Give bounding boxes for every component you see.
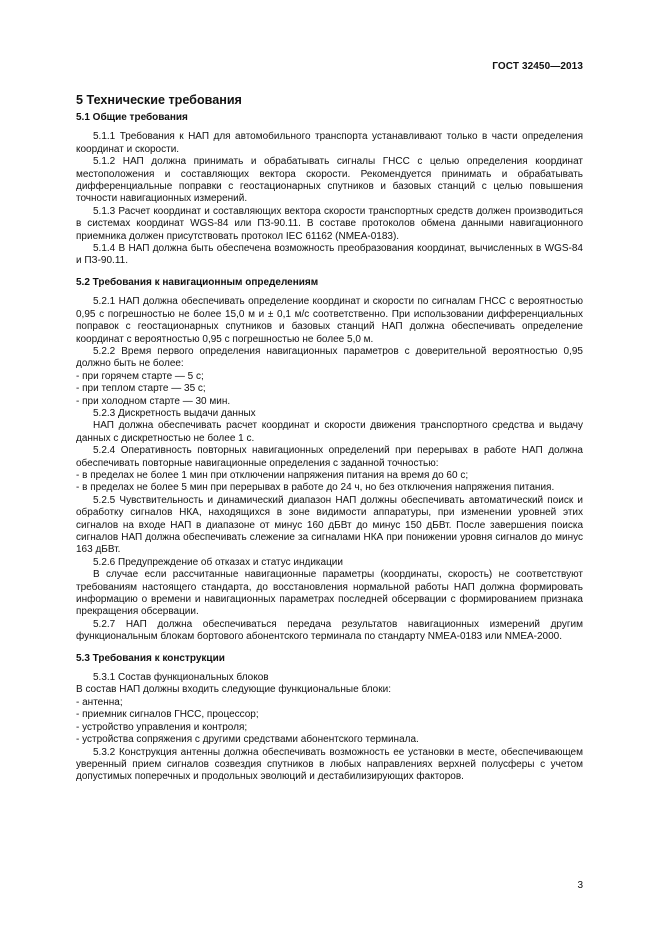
list-item: - при холодном старте — 30 мин. [76,395,231,407]
paragraph-5-2-4: 5.2.4 Оперативность повторных навигационных определений при перерывах в работе НАП должна обеспечивать повторные навигационные определения с заданной точностью: [76,445,583,469]
list-item: - в пределах не более 1 мин при отключении напряжения питания на время до 60 с; [76,469,469,481]
paragraph: НАП должна обеспечивать расчет координат и скорости движения транспортного средства и выдачу данных с дискретностью не более 1 с. [76,420,583,444]
paragraph-5-2-6: 5.2.6 Предупреждение об отказах и статус индикации [93,556,343,568]
paragraph: В случае если рассчитанные навигационные параметры (координаты, скорость) не соответствуют требованиям настоящего стандарта, до восстановления нормальной работы НАП должна формировать информацию о времени и навигационных параметрах последней обсервации с формированием признака прекращения обсервации. [76,569,583,618]
page-number: 3 [577,880,583,891]
paragraph-5-2-3: 5.2.3 Дискретность выдачи данных [93,407,256,419]
subsection-title-5-1: 5.1 Общие требования [76,112,188,123]
list-item: - устройство управления и контроля; [76,721,248,733]
list-item: - антенна; [76,696,123,708]
paragraph-5-1-2: 5.1.2 НАП должна принимать и обрабатывать сигналы ГНСС с целью определения координат местоположения и составляющих вектора скорости. Рекомендуется принимать и обрабатывать дифференциальные поправки с геостационарных спутников и базовых станций с целью повышения точности навигационных измерений. [76,156,583,205]
document-header-id: ГОСТ 32450—2013 [492,61,583,72]
list-item: - при теплом старте — 35 с; [76,383,206,395]
list-item: - при горячем старте — 5 с; [76,370,204,382]
section-title: 5 Технические требования [76,93,242,107]
paragraph-5-3-2: 5.3.2 Конструкция антенны должна обеспечивать возможность ее установки в месте, обеспечивающем уверенный прием сигналов созвездия спутников в любых направлениях верхней полусферы с учетом допустимых поперечных и продольных эволюций и дестабилизирующих факторов. [76,746,583,783]
paragraph-5-2-1: 5.2.1 НАП должна обеспечивать определение координат и скорости по сигналам ГНСС с вероятностью 0,95 с погрешностью не более 15,0 м и ± 0,1 м/с соответственно. При использовании дифференциальных поправок с геостационарных спутников и базовых станций НАП должна обеспечивать определение координат с вероятностью 0,95 с погрешностью не более 5,0 м. [76,296,583,345]
paragraph-5-2-5: 5.2.5 Чувствительность и динамический диапазон НАП должны обеспечивать автоматический поиск и обработку сигналов НКА, находящихся в зоне видимости аппаратуры, при изменении уровней этих сигналов на входе НАП в диапазоне от минус 160 дБВт до минус 150 дБВт. После завершения поиска сигналов НАП должна обеспечивать слежение за сигналами НКА при понижении уровня сигналов до минус 163 дБВт. [76,494,583,556]
page-content [76,93,583,784]
paragraph: В состав НАП должны входить следующие функциональные блоки: [76,684,391,696]
paragraph-5-3-1: 5.3.1 Состав функциональных блоков [93,672,269,684]
paragraph-5-2-7: 5.2.7 НАП должна обеспечиваться передача результатов навигационных измерений другим функциональным блокам бортового абонентского терминала по стандарту NMEA-0183 или NMEA-2000. [76,618,583,643]
paragraph-5-1-4: 5.1.4 В НАП должна быть обеспечена возможность преобразования координат, вычисленных в WGS-84 и ПЗ-90.11. [76,243,583,267]
subsection-title-5-2: 5.2 Требования к навигационным определениям [76,276,319,288]
subsection-title-5-3: 5.3 Требования к конструкции [76,652,225,664]
paragraph-5-1-3: 5.1.3 Расчет координат и составляющих вектора скорости транспортных средств должен производиться в системах координат WGS-84 или ПЗ-90.11. В составе протоколов обмена данными навигационного приемника должен присутствовать протокол IEC 61162 (NMEA-0183). [76,205,583,242]
list-item: - приемник сигналов ГНСС, процессор; [76,709,259,721]
list-item: - устройства сопряжения с другими средствами абонентского терминала. [76,734,419,746]
paragraph-5-2-2: 5.2.2 Время первого определения навигационных параметров с доверительной вероятностью 0,95 должно быть не более: [76,345,583,370]
list-item: - в пределах не более 5 мин при перерывах в работе до 24 ч, но без отключения напряжения питания. [76,482,555,494]
paragraph-5-1-1: 5.1.1 Требования к НАП для автомобильного транспорта устанавливают только в части определения координат и скорости. [76,131,583,155]
